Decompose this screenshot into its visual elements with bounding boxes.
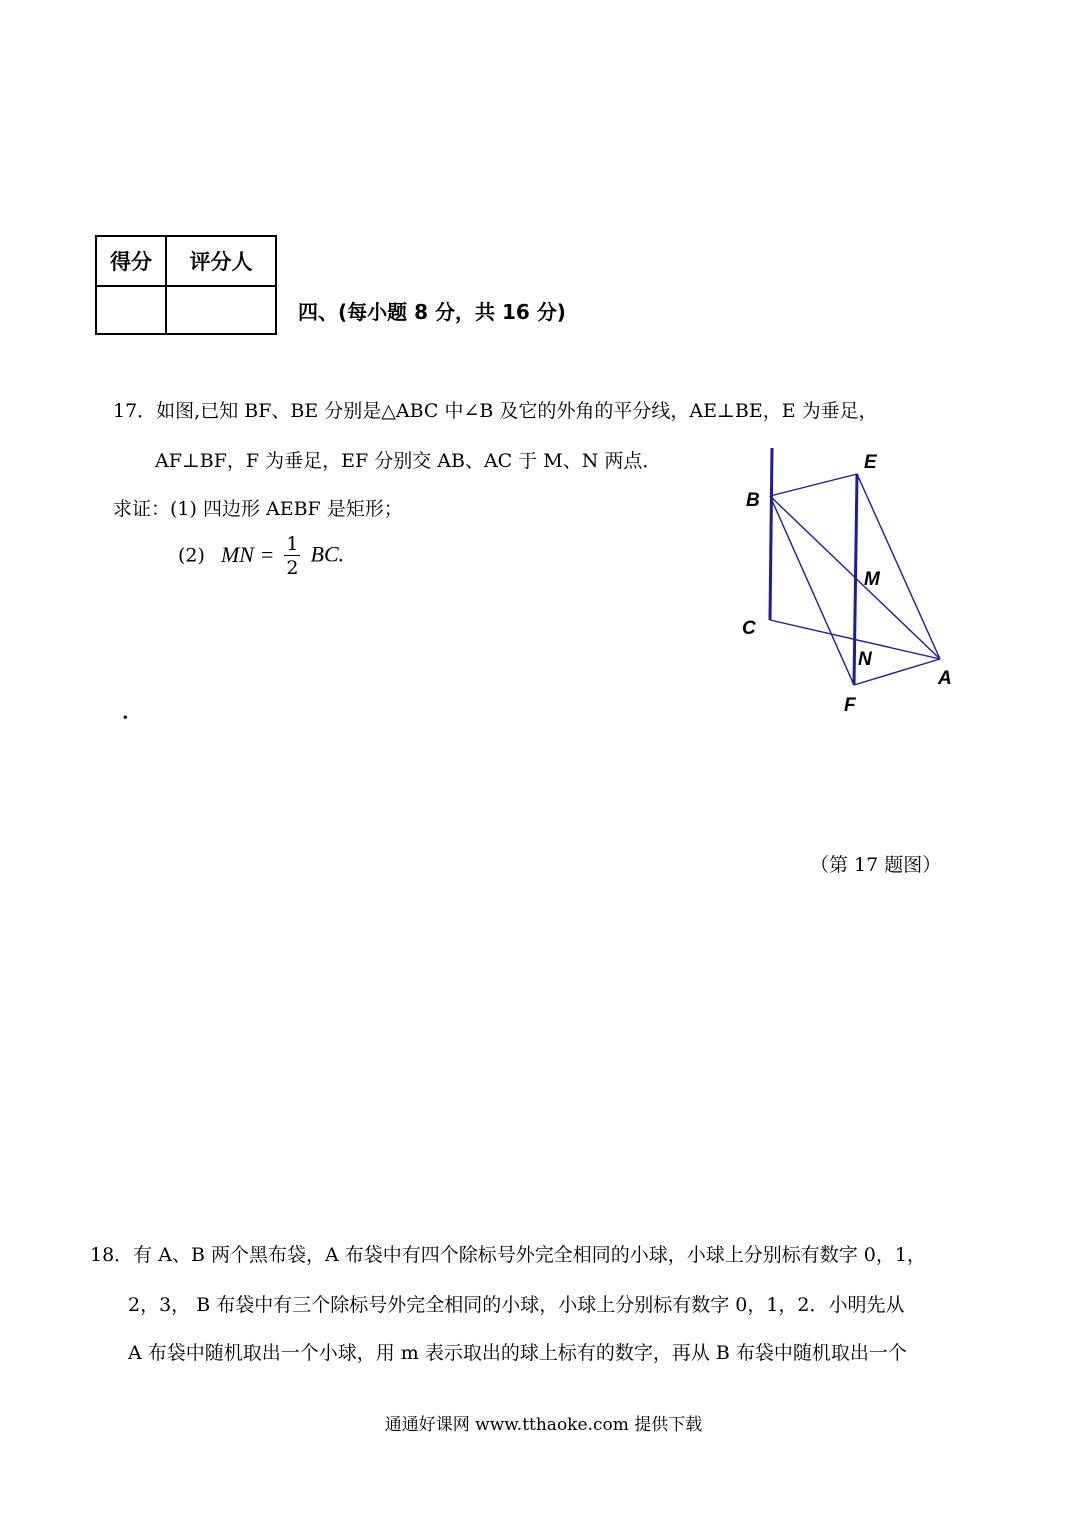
q17-line2: AF⊥BF，F 为垂足，EF 分别交 AB、AC 于 M、N 两点． (155, 450, 662, 472)
label-b: B (746, 490, 760, 511)
score-header: 得分 (96, 236, 166, 286)
fraction-denominator: 2 (286, 557, 299, 579)
grader-header: 评分人 (166, 236, 276, 286)
section-title: 四、(每小题 8 分，共 16 分) (298, 300, 566, 324)
score-cell (96, 286, 166, 334)
q17-line1: 17．如图,已知 BF、BE 分别是△ABC 中∠B 及它的外角的平分线，AE⊥BE，E 为垂足， (113, 400, 878, 422)
line-b-f (770, 496, 854, 685)
footer-text: 通通好课网 www.tthaoke.com 提供下载 (384, 1415, 703, 1435)
q17-prove-line1: 求证：(1) 四边形 AEBF 是矩形； (113, 498, 403, 520)
q18-line1: 18．有 A、B 两个黑布袋，A 布袋中有四个除标号外完全相同的小球，小球上分别标有数字 0，1， (90, 1244, 926, 1266)
label-c: C (742, 618, 756, 639)
figure-lines (770, 448, 940, 685)
fraction-one-half (284, 533, 300, 580)
stray-dot: · (122, 707, 129, 729)
q18-line2: 2，3， B 布袋中有三个除标号外完全相同的小球，小球上分别标有数字 0，1，2．小明先从 (128, 1294, 905, 1316)
geometry-figure (730, 440, 970, 730)
grader-cell (166, 286, 276, 334)
fraction-numerator: 1 (286, 533, 299, 555)
q17-prove-line2 (178, 533, 344, 580)
label-f: F (844, 695, 856, 716)
line-b-c-vertical (770, 448, 772, 620)
q18-line3: A 布袋中随机取出一个小球，用 m 表示取出的球上标有的数字，再从 B 布袋中随机取出一个 (128, 1342, 907, 1364)
q17-item2-number: (2) (178, 544, 205, 567)
score-table (95, 235, 277, 335)
q17-item2-rhs: BC. (310, 541, 345, 567)
line-e-a (857, 474, 940, 659)
q17-item2-lhs: MN = (220, 541, 275, 567)
label-e: E (864, 452, 877, 473)
figure-caption: （第 17 题图） (810, 854, 942, 876)
line-b-e (770, 474, 857, 496)
label-n: N (858, 649, 872, 670)
label-m: M (864, 569, 880, 590)
label-a: A (938, 668, 952, 689)
